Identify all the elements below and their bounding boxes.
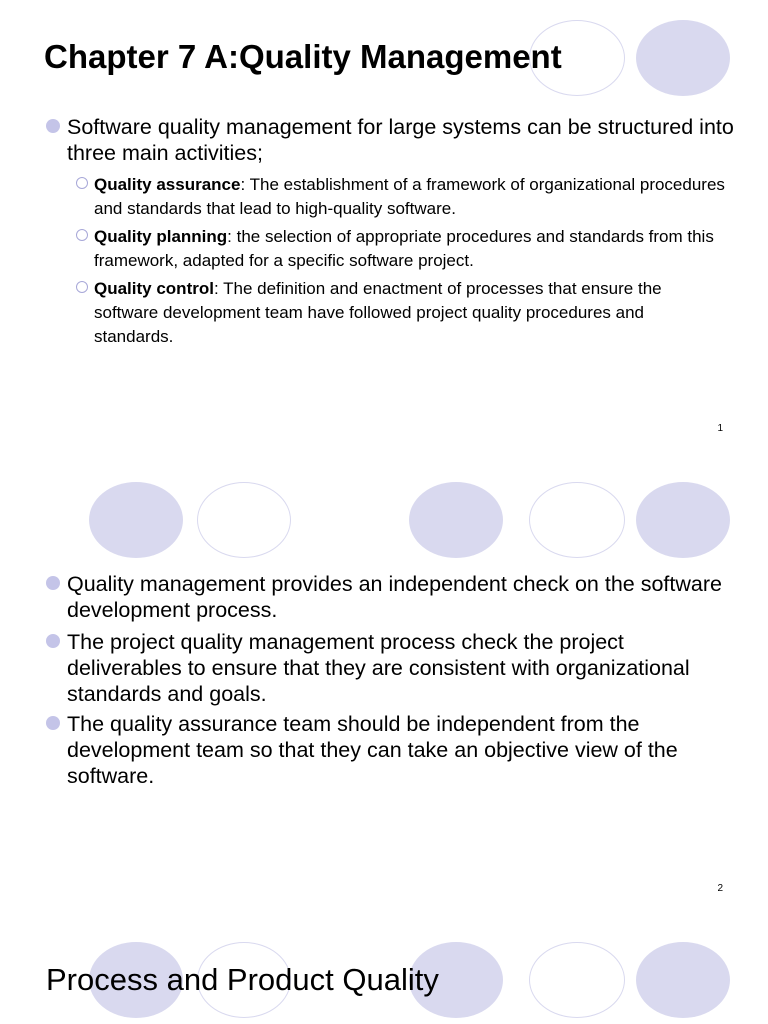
- sub-item-text: : The establishment of a framework of organizational procedures and standards that lead to high-quality software.: [94, 175, 725, 218]
- page-number: 2: [717, 883, 723, 894]
- bullet-text: Software quality management for large systems can be structured into three main activities;: [67, 115, 734, 165]
- decor-oval: [636, 482, 730, 558]
- slide-1-intro-bullet: [46, 114, 736, 166]
- sub-bullet-icon: [76, 229, 88, 241]
- sub-item-quality-control: [76, 277, 726, 349]
- bullet-text: The quality assurance team should be independent from the development team so that they can take an objective view of the software.: [67, 712, 678, 788]
- decor-oval: [89, 482, 183, 558]
- slide-3-title: Process and Product Quality: [46, 962, 439, 997]
- sub-item-term: Quality assurance: [94, 175, 241, 194]
- sub-bullet-icon: [76, 281, 88, 293]
- decor-oval: [197, 482, 291, 558]
- decor-oval: [529, 482, 625, 558]
- sub-item-quality-planning: [76, 225, 726, 273]
- bullet-text: The project quality management process check the project deliverables to ensure that they are consistent with organizational standards and goals.: [67, 630, 690, 706]
- slide-1-title: Chapter 7 A:Quality Management: [44, 38, 562, 75]
- bullet-icon: [46, 576, 60, 590]
- sub-item-quality-assurance: [76, 173, 726, 221]
- slide-2-bullet: [46, 571, 736, 623]
- bullet-icon: [46, 119, 60, 133]
- sub-item-text: : the selection of appropriate procedures and standards from this framework, adapted for a specific software project.: [94, 227, 714, 270]
- decor-oval: [636, 20, 730, 96]
- page-number: 1: [717, 423, 723, 434]
- sub-item-term: Quality planning: [94, 227, 228, 246]
- bullet-icon: [46, 716, 60, 730]
- decor-oval: [529, 942, 625, 1018]
- bullet-icon: [46, 634, 60, 648]
- sub-bullet-icon: [76, 177, 88, 189]
- decor-oval: [409, 482, 503, 558]
- bullet-text: Quality management provides an independent check on the software development process.: [67, 572, 722, 622]
- decor-oval: [636, 942, 730, 1018]
- slide-2-bullet: [46, 629, 736, 707]
- sub-item-text: : The definition and enactment of processes that ensure the software development team have followed project quality procedures and standards.: [94, 279, 662, 346]
- slide-2-bullet: [46, 711, 736, 789]
- sub-item-term: Quality control: [94, 279, 214, 298]
